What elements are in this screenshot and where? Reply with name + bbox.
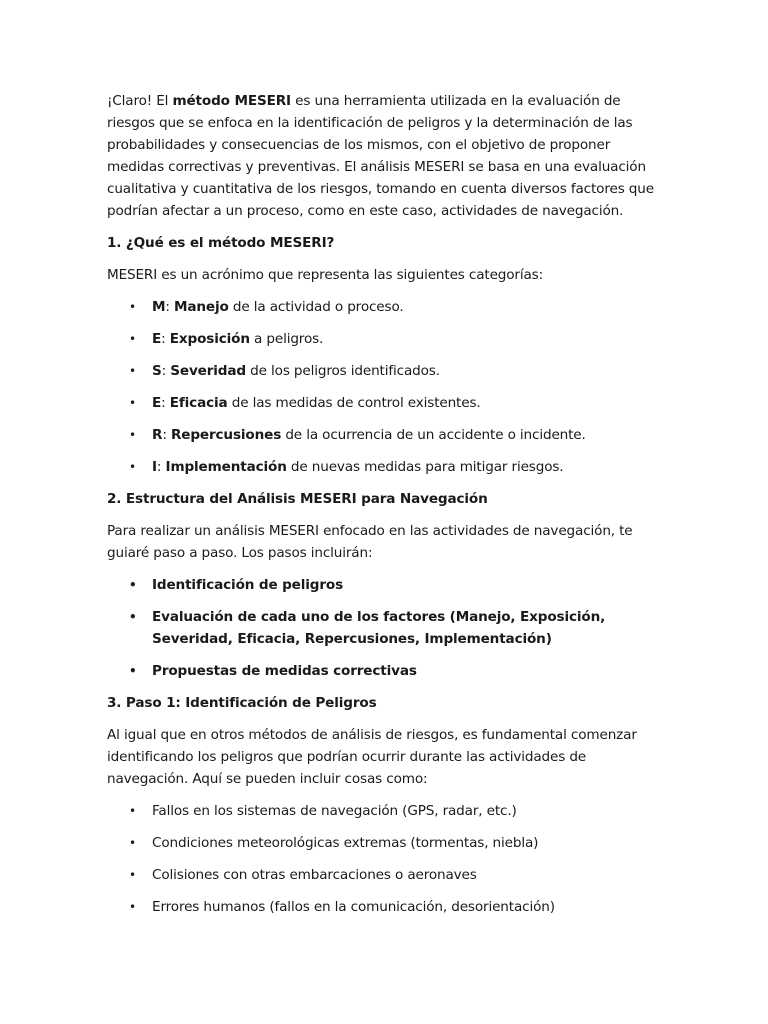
hazard-label: Condiciones meteorológicas extremas (tormentas, niebla) <box>152 835 539 851</box>
acronym-letter: I <box>152 459 157 475</box>
acronym-term: Exposición <box>169 331 250 347</box>
bullet-icon: • <box>129 900 136 914</box>
acronym-description: a peligros. <box>249 331 324 347</box>
bullet-icon: • <box>129 664 137 678</box>
section2-list <box>107 574 667 682</box>
section3-heading: 3. Paso 1: Identificación de Peligros <box>107 695 377 711</box>
intro-bold-term: método MESERI <box>172 93 291 109</box>
bullet-icon: • <box>129 396 136 410</box>
acronym-letter: S <box>152 363 162 379</box>
list-item: • E: Eficacia de las medidas de control existentes. <box>107 392 667 414</box>
bullet-icon: • <box>129 332 136 346</box>
section2-lead: Para realizar un análisis MESERI enfocado en las actividades de navegación, te guiaré paso a paso. Los pasos incluirán: <box>107 523 633 561</box>
acronym-term: Eficacia <box>169 395 228 411</box>
intro-paragraph <box>107 90 667 222</box>
section1-lead: MESERI es un acrónimo que representa las siguientes categorías: <box>107 267 544 283</box>
list-item: • S: Severidad de los peligros identificados. <box>107 360 667 382</box>
list-item: • I: Implementación de nuevas medidas para mitigar riesgos. <box>107 456 667 478</box>
hazard-label: Colisiones con otras embarcaciones o aeronaves <box>152 867 477 883</box>
acronym-description: de los peligros identificados. <box>246 363 440 379</box>
list-item <box>107 660 667 682</box>
acronym-description: de nuevas medidas para mitigar riesgos. <box>286 459 564 475</box>
step-label: Evaluación de cada uno de los factores (Manejo, Exposición, Severidad, Eficacia, Repercusiones, Implementación) <box>152 609 606 647</box>
acronym-term: Repercusiones <box>170 427 282 443</box>
list-item <box>107 574 667 596</box>
bullet-icon: • <box>129 428 136 442</box>
acronym-description: de la ocurrencia de un accidente o incidente. <box>281 427 586 443</box>
step-label: Propuestas de medidas correctivas <box>152 663 417 679</box>
acronym-description: de las medidas de control existentes. <box>227 395 481 411</box>
bullet-icon: • <box>129 610 137 624</box>
list-item: • E: Exposición a peligros. <box>107 328 667 350</box>
intro-text-end: es una herramienta utilizada en la evaluación de riesgos que se enfoca en la identificación de peligros y la determinación de las probabilidades y consecuencias de los mismos, con el objetivo de proponer medidas correctivas y preventivas. El análisis MESERI se basa en una evaluación cualitativa y cuantitativa de los riesgos, tomando en cuenta diversos factores que podrían afectar a un proceso, como en este caso, actividades de navegación. <box>107 93 654 219</box>
acronym-term: Implementación <box>165 459 287 475</box>
bullet-icon: • <box>129 868 136 882</box>
bullet-icon: • <box>129 578 137 592</box>
bullet-icon: • <box>129 836 136 850</box>
list-item <box>107 606 667 650</box>
acronym-term: Severidad <box>170 363 246 379</box>
list-item <box>107 864 667 886</box>
bullet-icon: • <box>129 460 136 474</box>
acronym-description: de la actividad o proceso. <box>228 299 404 315</box>
section1-list <box>107 296 667 478</box>
acronym-letter: E <box>152 395 162 411</box>
list-item <box>107 896 667 918</box>
document-page <box>107 90 667 928</box>
bullet-icon: • <box>129 804 136 818</box>
list-item <box>107 832 667 854</box>
section3-list <box>107 800 667 918</box>
list-item <box>107 800 667 822</box>
hazard-label: Fallos en los sistemas de navegación (GPS, radar, etc.) <box>152 803 517 819</box>
step-label: Identificación de peligros <box>152 577 344 593</box>
acronym-term: Manejo <box>174 299 229 315</box>
acronym-letter: M <box>152 299 166 315</box>
acronym-letter: R <box>152 427 163 443</box>
acronym-letter: E <box>152 331 162 347</box>
list-item: • M: Manejo de la actividad o proceso. <box>107 296 667 318</box>
intro-text-start: ¡Claro! El <box>107 93 173 109</box>
list-item: • R: Repercusiones de la ocurrencia de un accidente o incidente. <box>107 424 667 446</box>
section1-heading: 1. ¿Qué es el método MESERI? <box>107 235 335 251</box>
section3-lead: Al igual que en otros métodos de análisis de riesgos, es fundamental comenzar identificando los peligros que podrían ocurrir durante las actividades de navegación. Aquí se pueden incluir cosas como: <box>107 727 637 787</box>
hazard-label: Errores humanos (fallos en la comunicación, desorientación) <box>152 899 555 915</box>
bullet-icon: • <box>129 300 136 314</box>
bullet-icon: • <box>129 364 136 378</box>
section2-heading: 2. Estructura del Análisis MESERI para Navegación <box>107 491 488 507</box>
